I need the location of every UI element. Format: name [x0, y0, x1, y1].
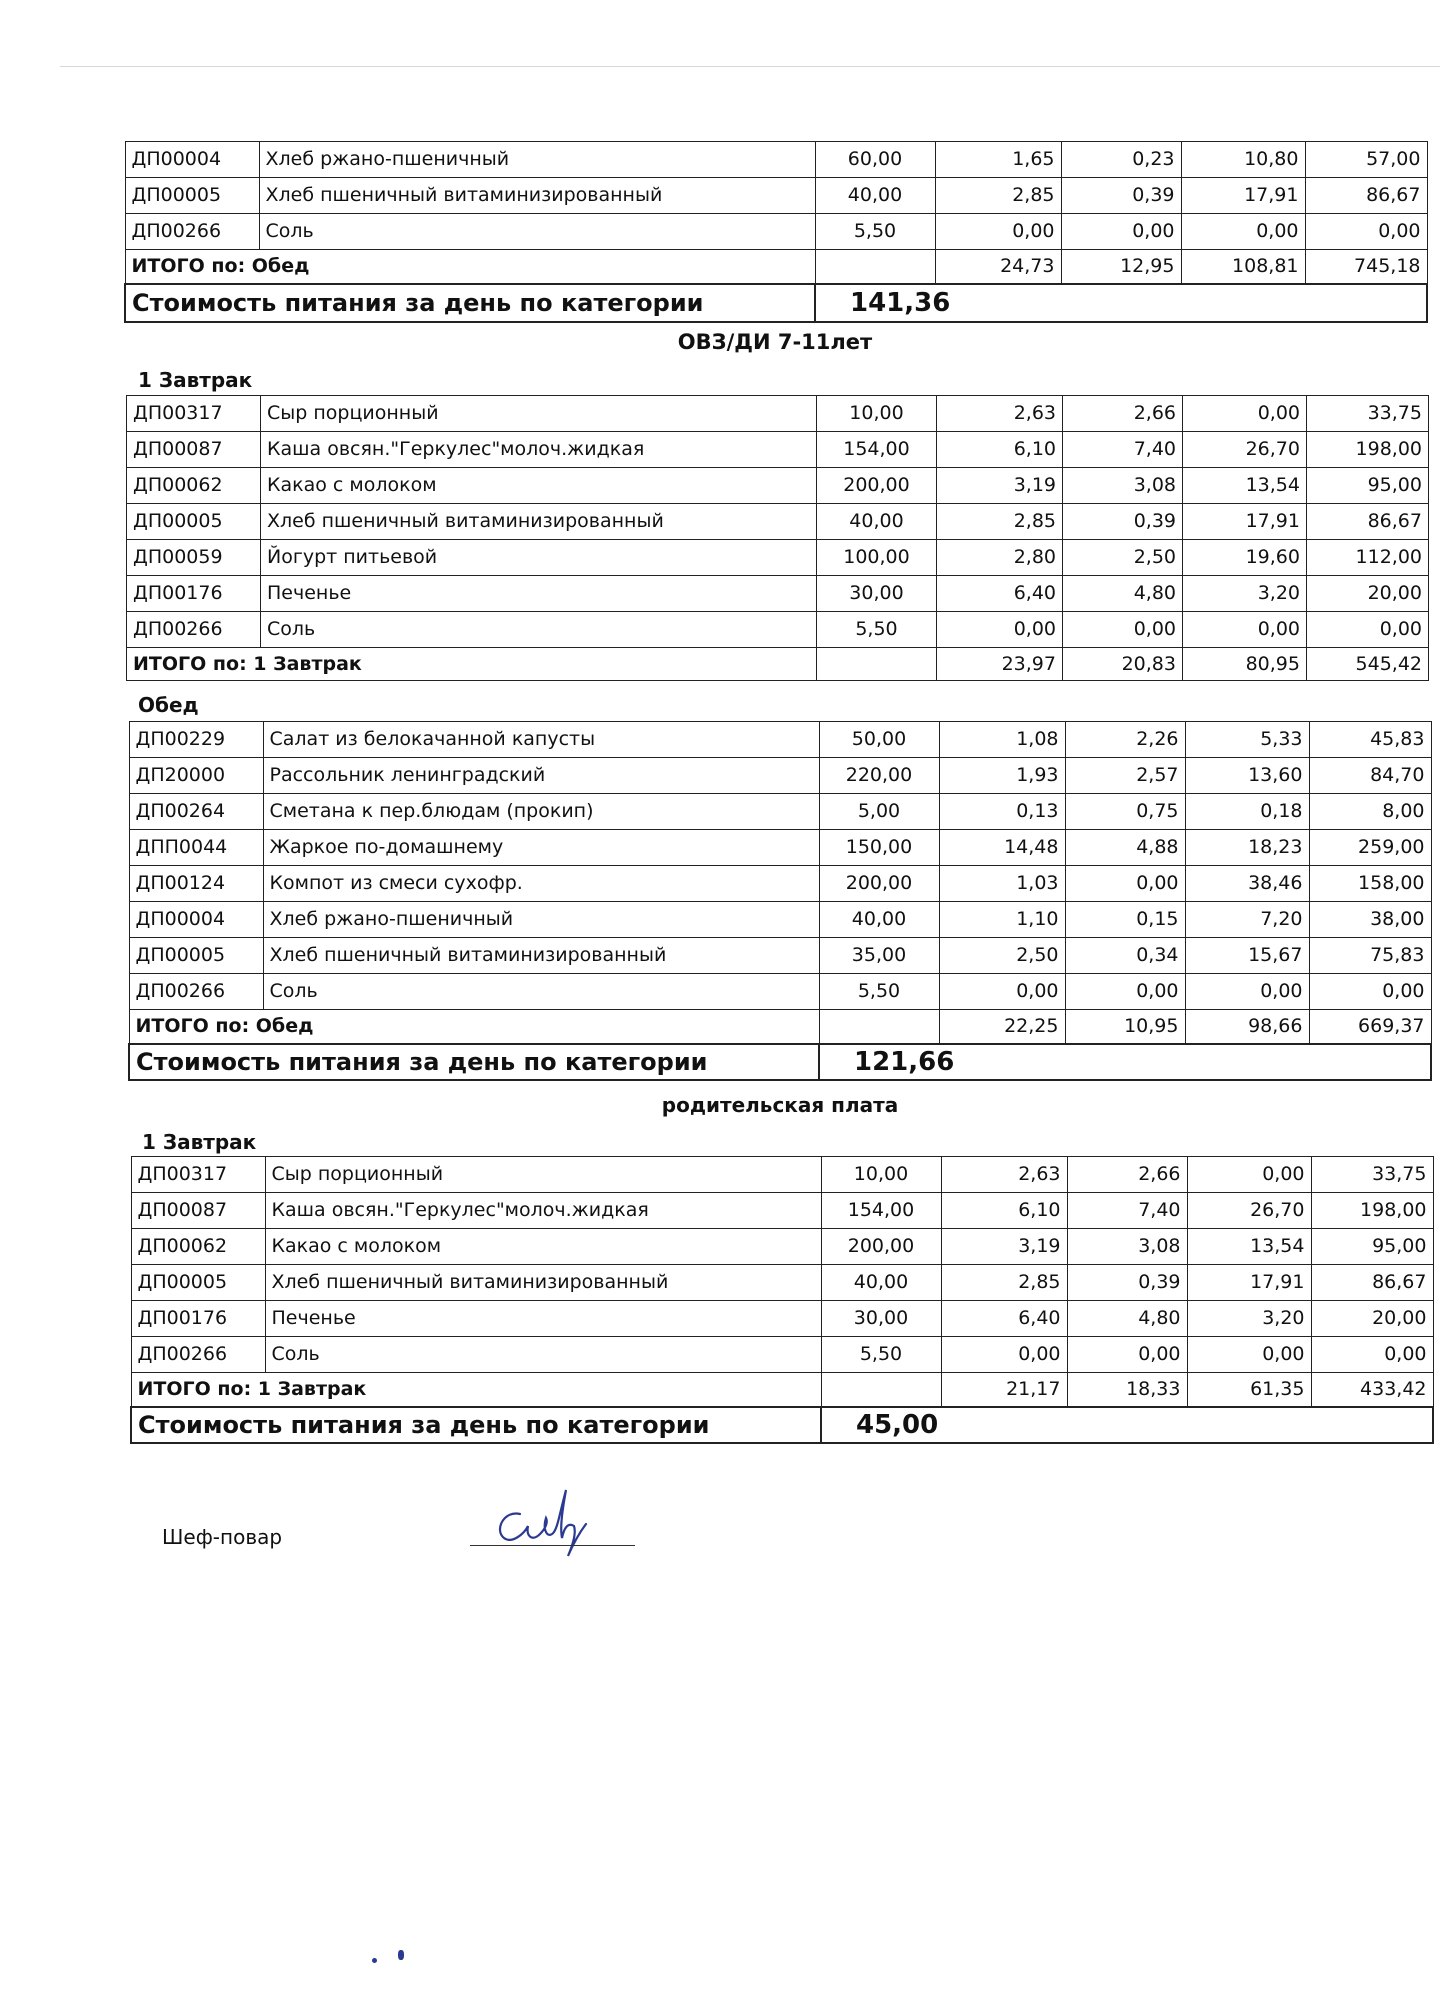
- item-carbs: 10,80: [1181, 142, 1305, 178]
- item-fat: 0,39: [1067, 1265, 1187, 1301]
- item-fat: 0,00: [1063, 612, 1183, 648]
- item-kcal: 95,00: [1311, 1229, 1433, 1265]
- item-fat: 0,23: [1061, 142, 1181, 178]
- table-row: [129, 794, 1431, 830]
- table-row: [127, 432, 1429, 468]
- item-kcal: 112,00: [1307, 540, 1429, 576]
- item-name: Печенье: [265, 1301, 821, 1337]
- lunch-table-part1: [124, 141, 1428, 323]
- item-protein: 2,85: [941, 1265, 1067, 1301]
- item-kcal: 198,00: [1307, 432, 1429, 468]
- chef-signature: [490, 1482, 640, 1566]
- cost-label: Стоимость питания за день по категории: [129, 1044, 819, 1080]
- item-protein: 2,85: [935, 178, 1061, 214]
- item-carbs: 18,23: [1185, 830, 1309, 866]
- item-name: Жаркое по-домашнему: [263, 830, 819, 866]
- total-kcal: 745,18: [1305, 250, 1427, 284]
- item-kcal: 0,00: [1311, 1337, 1433, 1373]
- table-row: [129, 830, 1431, 866]
- total-fat: 20,83: [1063, 648, 1183, 681]
- item-fat: 0,00: [1065, 974, 1185, 1010]
- ink-mark: [398, 1950, 404, 1960]
- item-fat: 3,08: [1067, 1229, 1187, 1265]
- total-label: ИТОГО по: Обед: [129, 1010, 819, 1044]
- item-carbs: 0,00: [1183, 612, 1307, 648]
- item-carbs: 38,46: [1185, 866, 1309, 902]
- item-carbs: 0,00: [1187, 1157, 1311, 1193]
- signature-scribble-icon: [490, 1482, 640, 1562]
- item-name: Какао с молоком: [265, 1229, 821, 1265]
- signature-line: [470, 1545, 635, 1546]
- item-name: Соль: [261, 612, 817, 648]
- item-weight: 154,00: [817, 432, 937, 468]
- item-name: Каша овсян."Геркулес"молоч.жидкая: [265, 1193, 821, 1229]
- item-carbs: 0,00: [1187, 1337, 1311, 1373]
- item-protein: 1,08: [939, 722, 1065, 758]
- cost-row: [125, 284, 1427, 322]
- item-protein: 0,00: [939, 974, 1065, 1010]
- item-carbs: 17,91: [1183, 504, 1307, 540]
- item-protein: 6,10: [937, 432, 1063, 468]
- item-code: ДП00059: [127, 540, 261, 576]
- item-kcal: 0,00: [1307, 612, 1429, 648]
- cost-label: Стоимость питания за день по категории: [131, 1407, 821, 1443]
- table-row: [127, 576, 1429, 612]
- item-code: ДП00005: [125, 178, 259, 214]
- table-row: [131, 1193, 1433, 1229]
- item-kcal: 0,00: [1305, 214, 1427, 250]
- item-name: Сметана к пер.блюдам (прокип): [263, 794, 819, 830]
- item-protein: 0,00: [937, 612, 1063, 648]
- item-carbs: 17,91: [1187, 1265, 1311, 1301]
- item-weight: 200,00: [819, 866, 939, 902]
- table-row: [131, 1157, 1433, 1193]
- item-code: ДП00087: [127, 432, 261, 468]
- category-title: родительская плата: [661, 1093, 899, 1117]
- item-carbs: 13,60: [1185, 758, 1309, 794]
- item-carbs: 26,70: [1183, 432, 1307, 468]
- item-weight: 40,00: [819, 902, 939, 938]
- item-kcal: 198,00: [1311, 1193, 1433, 1229]
- table-row: [131, 1337, 1433, 1373]
- item-code: ДП00266: [131, 1337, 265, 1373]
- item-fat: 0,00: [1061, 214, 1181, 250]
- table-row: [127, 540, 1429, 576]
- item-weight: 5,50: [821, 1337, 941, 1373]
- item-name: Соль: [265, 1337, 821, 1373]
- item-code: ДП00266: [125, 214, 259, 250]
- item-name: Хлеб пшеничный витаминизированный: [259, 178, 815, 214]
- item-weight: 50,00: [819, 722, 939, 758]
- cost-value: 121,66: [819, 1044, 1431, 1080]
- item-name: Хлеб ржано-пшеничный: [263, 902, 819, 938]
- item-protein: 6,40: [937, 576, 1063, 612]
- total-carbs: 108,81: [1181, 250, 1305, 284]
- table-row: [131, 1265, 1433, 1301]
- cost-label: Стоимость питания за день по категории: [125, 284, 815, 322]
- item-kcal: 259,00: [1309, 830, 1431, 866]
- item-fat: 0,39: [1063, 504, 1183, 540]
- item-fat: 0,39: [1061, 178, 1181, 214]
- item-weight: 30,00: [821, 1301, 941, 1337]
- item-kcal: 8,00: [1309, 794, 1431, 830]
- item-fat: 7,40: [1067, 1193, 1187, 1229]
- item-protein: 2,63: [941, 1157, 1067, 1193]
- item-weight: 154,00: [821, 1193, 941, 1229]
- item-protein: 2,80: [937, 540, 1063, 576]
- item-fat: 0,15: [1065, 902, 1185, 938]
- item-kcal: 20,00: [1311, 1301, 1433, 1337]
- item-weight: 150,00: [819, 830, 939, 866]
- item-weight: 10,00: [821, 1157, 941, 1193]
- total-kcal: 545,42: [1307, 648, 1429, 681]
- item-carbs: 13,54: [1187, 1229, 1311, 1265]
- item-weight: 200,00: [821, 1229, 941, 1265]
- item-carbs: 5,33: [1185, 722, 1309, 758]
- item-kcal: 33,75: [1311, 1157, 1433, 1193]
- item-name: Хлеб пшеничный витаминизированный: [263, 938, 819, 974]
- item-code: ДП00005: [131, 1265, 265, 1301]
- chef-label: Шеф-повар: [162, 1525, 283, 1549]
- item-protein: 1,65: [935, 142, 1061, 178]
- item-code: ДП00266: [127, 612, 261, 648]
- table-row: [125, 178, 1427, 214]
- total-row: [127, 648, 1429, 681]
- item-name: Компот из смеси сухофр.: [263, 866, 819, 902]
- total-row: [129, 1010, 1431, 1044]
- category-title: ОВЗ/ДИ 7-11лет: [677, 330, 873, 354]
- item-code: ДП00176: [127, 576, 261, 612]
- lunch-heading: Обед: [138, 693, 199, 717]
- item-code: ДПП0044: [129, 830, 263, 866]
- item-name: Йогурт питьевой: [261, 540, 817, 576]
- item-protein: 2,50: [939, 938, 1065, 974]
- item-protein: 6,10: [941, 1193, 1067, 1229]
- item-name: Сыр порционный: [261, 396, 817, 432]
- item-kcal: 33,75: [1307, 396, 1429, 432]
- item-fat: 4,80: [1067, 1301, 1187, 1337]
- total-fat: 12,95: [1061, 250, 1181, 284]
- item-weight: 100,00: [817, 540, 937, 576]
- item-code: ДП00062: [127, 468, 261, 504]
- item-protein: 6,40: [941, 1301, 1067, 1337]
- total-label: ИТОГО по: 1 Завтрак: [127, 648, 817, 681]
- item-fat: 2,66: [1067, 1157, 1187, 1193]
- item-code: ДП00005: [129, 938, 263, 974]
- table-row: [129, 974, 1431, 1010]
- item-weight: 10,00: [817, 396, 937, 432]
- breakfast-table-2: [126, 395, 1429, 681]
- total-kcal: 669,37: [1309, 1010, 1431, 1044]
- item-kcal: 20,00: [1307, 576, 1429, 612]
- item-fat: 4,88: [1065, 830, 1185, 866]
- item-code: ДП00317: [131, 1157, 265, 1193]
- breakfast-table-3: [130, 1156, 1434, 1444]
- item-carbs: 3,20: [1187, 1301, 1311, 1337]
- table-row: [127, 504, 1429, 540]
- total-carbs: 80,95: [1183, 648, 1307, 681]
- item-kcal: 84,70: [1309, 758, 1431, 794]
- total-fat: 10,95: [1065, 1010, 1185, 1044]
- table-row: [125, 142, 1427, 178]
- item-kcal: 38,00: [1309, 902, 1431, 938]
- item-weight: 40,00: [821, 1265, 941, 1301]
- table-row: [129, 722, 1431, 758]
- table-row: [131, 1229, 1433, 1265]
- item-kcal: 158,00: [1309, 866, 1431, 902]
- total-carbs: 61,35: [1187, 1373, 1311, 1407]
- item-carbs: 19,60: [1183, 540, 1307, 576]
- item-weight: 5,50: [815, 214, 935, 250]
- item-kcal: 45,83: [1309, 722, 1431, 758]
- item-carbs: 3,20: [1183, 576, 1307, 612]
- item-fat: 0,34: [1065, 938, 1185, 974]
- item-fat: 2,66: [1063, 396, 1183, 432]
- total-row: [131, 1373, 1433, 1407]
- total-protein: 24,73: [935, 250, 1061, 284]
- item-code: ДП00229: [129, 722, 263, 758]
- item-fat: 3,08: [1063, 468, 1183, 504]
- item-code: ДП00264: [129, 794, 263, 830]
- item-carbs: 0,00: [1183, 396, 1307, 432]
- item-weight: 30,00: [817, 576, 937, 612]
- item-code: ДП00005: [127, 504, 261, 540]
- item-kcal: 75,83: [1309, 938, 1431, 974]
- table-row: [125, 214, 1427, 250]
- item-code: ДП00176: [131, 1301, 265, 1337]
- table-row: [129, 866, 1431, 902]
- item-fat: 4,80: [1063, 576, 1183, 612]
- item-code: ДП00087: [131, 1193, 265, 1229]
- ink-mark: [372, 1958, 377, 1963]
- table-row: [131, 1301, 1433, 1337]
- item-fat: 2,57: [1065, 758, 1185, 794]
- item-carbs: 0,00: [1185, 974, 1309, 1010]
- item-code: ДП00062: [131, 1229, 265, 1265]
- table-row: [127, 468, 1429, 504]
- item-carbs: 15,67: [1185, 938, 1309, 974]
- table-row: [129, 758, 1431, 794]
- cost-row: [129, 1044, 1431, 1080]
- item-kcal: 86,67: [1311, 1265, 1433, 1301]
- item-carbs: 13,54: [1183, 468, 1307, 504]
- item-weight: 5,50: [819, 974, 939, 1010]
- item-weight: 5,50: [817, 612, 937, 648]
- table-row: [127, 612, 1429, 648]
- table-row: [129, 938, 1431, 974]
- total-fat: 18,33: [1067, 1373, 1187, 1407]
- item-carbs: 0,00: [1181, 214, 1305, 250]
- item-kcal: 0,00: [1309, 974, 1431, 1010]
- item-code: ДП00004: [129, 902, 263, 938]
- page-top-rule: [60, 66, 1440, 67]
- item-carbs: 0,18: [1185, 794, 1309, 830]
- item-fat: 2,50: [1063, 540, 1183, 576]
- table-row: [129, 902, 1431, 938]
- breakfast-heading: 1 Завтрак: [142, 1130, 257, 1154]
- item-fat: 2,26: [1065, 722, 1185, 758]
- item-code: ДП00004: [125, 142, 259, 178]
- item-name: Каша овсян."Геркулес"молоч.жидкая: [261, 432, 817, 468]
- item-kcal: 86,67: [1307, 504, 1429, 540]
- total-protein: 21,17: [941, 1373, 1067, 1407]
- total-carbs: 98,66: [1185, 1010, 1309, 1044]
- item-protein: 1,03: [939, 866, 1065, 902]
- cost-value: 45,00: [821, 1407, 1433, 1443]
- item-weight: 220,00: [819, 758, 939, 794]
- item-kcal: 95,00: [1307, 468, 1429, 504]
- item-name: Какао с молоком: [261, 468, 817, 504]
- item-protein: 0,00: [935, 214, 1061, 250]
- item-name: Соль: [259, 214, 815, 250]
- item-weight: 40,00: [817, 504, 937, 540]
- item-protein: 2,63: [937, 396, 1063, 432]
- breakfast-heading: 1 Завтрак: [138, 368, 253, 392]
- item-weight: 5,00: [819, 794, 939, 830]
- total-protein: 23,97: [937, 648, 1063, 681]
- item-weight: 35,00: [819, 938, 939, 974]
- item-name: Рассольник ленинградский: [263, 758, 819, 794]
- item-code: ДП00317: [127, 396, 261, 432]
- item-name: Сыр порционный: [265, 1157, 821, 1193]
- item-weight: 60,00: [815, 142, 935, 178]
- item-protein: 1,10: [939, 902, 1065, 938]
- item-protein: 3,19: [937, 468, 1063, 504]
- item-protein: 3,19: [941, 1229, 1067, 1265]
- item-carbs: 26,70: [1187, 1193, 1311, 1229]
- total-protein: 22,25: [939, 1010, 1065, 1044]
- item-protein: 0,13: [939, 794, 1065, 830]
- item-name: Хлеб пшеничный витаминизированный: [265, 1265, 821, 1301]
- item-protein: 2,85: [937, 504, 1063, 540]
- item-name: Печенье: [261, 576, 817, 612]
- item-name: Соль: [263, 974, 819, 1010]
- cost-value: 141,36: [815, 284, 1427, 322]
- item-code: ДП20000: [129, 758, 263, 794]
- item-code: ДП00124: [129, 866, 263, 902]
- item-protein: 1,93: [939, 758, 1065, 794]
- item-protein: 0,00: [941, 1337, 1067, 1373]
- item-fat: 0,00: [1067, 1337, 1187, 1373]
- item-name: Салат из белокачанной капусты: [263, 722, 819, 758]
- item-protein: 14,48: [939, 830, 1065, 866]
- total-row: [125, 250, 1427, 284]
- item-weight: 200,00: [817, 468, 937, 504]
- total-label: ИТОГО по: Обед: [125, 250, 815, 284]
- item-carbs: 7,20: [1185, 902, 1309, 938]
- item-kcal: 86,67: [1305, 178, 1427, 214]
- item-fat: 0,75: [1065, 794, 1185, 830]
- item-kcal: 57,00: [1305, 142, 1427, 178]
- lunch-table-2: [128, 721, 1432, 1081]
- total-label: ИТОГО по: 1 Завтрак: [131, 1373, 821, 1407]
- table-row: [127, 396, 1429, 432]
- item-fat: 7,40: [1063, 432, 1183, 468]
- item-fat: 0,00: [1065, 866, 1185, 902]
- cost-row: [131, 1407, 1433, 1443]
- total-kcal: 433,42: [1311, 1373, 1433, 1407]
- item-name: Хлеб ржано-пшеничный: [259, 142, 815, 178]
- item-carbs: 17,91: [1181, 178, 1305, 214]
- item-code: ДП00266: [129, 974, 263, 1010]
- item-weight: 40,00: [815, 178, 935, 214]
- item-name: Хлеб пшеничный витаминизированный: [261, 504, 817, 540]
